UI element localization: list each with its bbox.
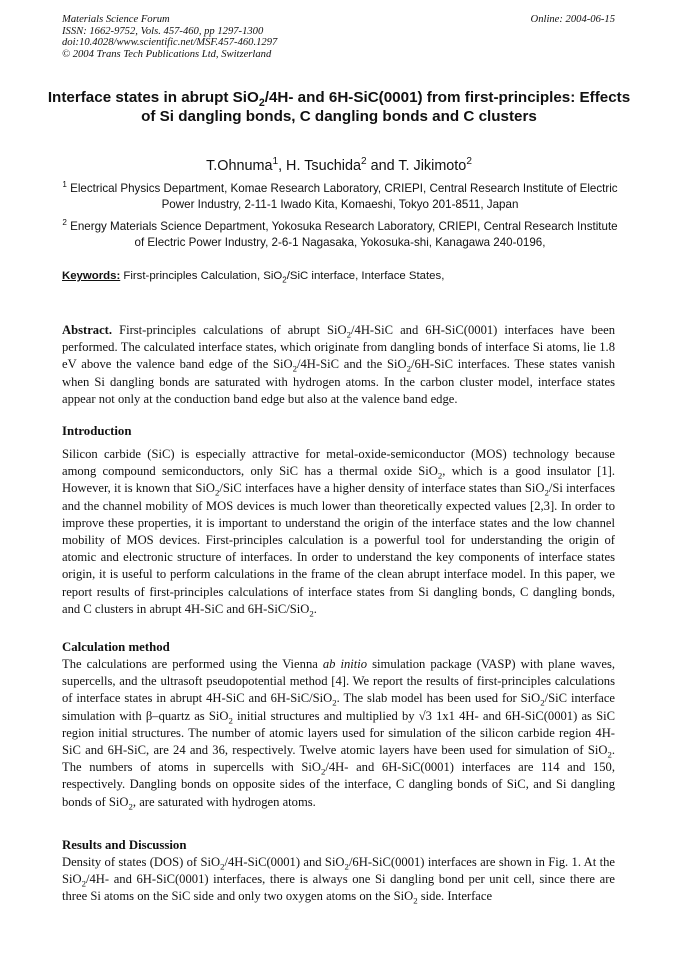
results-paragraph: Density of states (DOS) of SiO$_2$/4H-SiC(0001) and SiO$_2$/6H-SiC(0001) interfaces are shown in Fig. 1. At the SiO$_2$/4H- and 6H-SiC(0001) interfaces, there is always one Si dangling bond per unit cell, since there are three Si atoms on the SiC side and only two oxygen atoms on the SiO$_2$ side. Interface (62, 855, 615, 906)
journal-copyright: © 2004 Trans Tech Publications Ltd, Switzerland (62, 48, 272, 60)
keywords-label: Keywords: (62, 270, 121, 282)
introduction-paragraph: Silicon carbide (SiC) is especially attractive for metal-oxide-semiconductor (MOS) technology because among compound semiconductors, only SiC has a thermal oxide SiO$_2$, which is a good insulator [1]. However, it is known that SiO$_2$/SiC interfaces have a higher density of interface states than SiO$_2$/Si interfaces and the channel mobility of MOS devices is much lower than theoretically expected values [2,3]. In order to improve these properties, it is important to understand the origin of the interface states and the low channel mobility of MOS devices. First-principles calculation is a powerful tool for understanding the origin of atomic and electronic structure of interfaces. In order to understand the key components of interface states origin, it is useful to perform calculations in the frame of the clean abrupt interface model. In this paper, we report results of first-principles calculations of interface states from Si dangling bonds, C dangling bonds, and C clusters in abrupt 4H-SiC and 6H-SiC/SiO$_2$. (62, 447, 615, 619)
journal-name: Materials Science Forum (62, 14, 170, 25)
paper-title: Interface states in abrupt SiO$_2$/4H- and 6H-SiC(0001) from first-principles: Effects of Si dangling bonds, C dangling bonds and C clusters (47, 89, 631, 125)
keywords: Keywords: First-principles Calculation, SiO$_2$/SiC interface, Interface States, (62, 270, 445, 285)
section-heading-introduction: Introduction (62, 424, 132, 438)
calculation-paragraph: The calculations are performed using the Vienna ab initio simulation package (VASP) with plane waves, supercells, and the ultrasoft pseudopotential method [4]. We report the results of first-principles calculations of interface states in abrupt 4H-SiC and 6H-SiC/SiO$_2$. The slab model has been used for SiO$_2$/SiC interface simulation with β–quartz as SiO$_2$ initial structures and multiplied by √3 1x1 4H- and 6H-SiC(0001) as SiC region initial structures. The number of atomic layers used for simulation of the silicon carbide region 4H-SiC and 6H-SiC, are 24 and 36, respectively. Twelve atomic layers have been used for simulation of SiO$_2$. The numbers of atoms in supercells with SiO$_2$/4H- and 6H-SiC(0001) interfaces are 114 and 150, respectively. Dangling bonds on opposite sides of the interface, C dangling bonds of SiC, and Si dangling bonds of SiO$_2$, are saturated with hydrogen atoms. (62, 657, 616, 812)
abstract: Abstract. First-principles calculations of abrupt SiO$_2$/4H-SiC and 6H-SiC(0001) interfaces have been performed. The calculated interface states, which originate from dangling bonds of interface Si atoms, lie 1.8 eV above the valence band edge of the SiO$_2$/4H-SiC and the SiO$_2$/6H-SiC interfaces. These states vanish when Si dangling bonds are saturated with hydrogen atoms. In the carbon cluster model, interface states appear not only at the conduction band edge but also at the valence band edge. (62, 323, 616, 406)
journal-header (62, 14, 277, 60)
affiliation-2: $^2$ Energy Materials Science Department, Yokosuka Research Laboratory, CRIEPI, Central Research Institute of Electric Power Industry, 2-6-1 Nagasaka, Yokosuka-shi, Kanagawa 240-0196, (62, 218, 618, 249)
section-heading-calculation-method: Calculation method (62, 640, 170, 654)
journal-issn: ISSN: 1662-9752, Vols. 457-460, pp 1297-1300 (62, 25, 264, 37)
abstract-label: Abstract. (62, 323, 113, 337)
section-heading-results: Results and Discussion (62, 838, 187, 852)
journal-doi: doi:10.4028/www.scientific.net/MSF.457-460.1297 (62, 37, 278, 49)
online-date: Online: 2004-06-15 (530, 14, 615, 25)
affiliation-1: $^1$ Electrical Physics Department, Komae Research Laboratory, CRIEPI, Central Research Institute of Electric Power Industry, 2-11-1 Iwado Kita, Komaeshi, Tokyo 201-8511, Japan (62, 180, 618, 211)
author-list: T.Ohnuma$^1$, H. Tsuchida$^2$ and T. Jikimoto$^2$ (206, 156, 472, 174)
